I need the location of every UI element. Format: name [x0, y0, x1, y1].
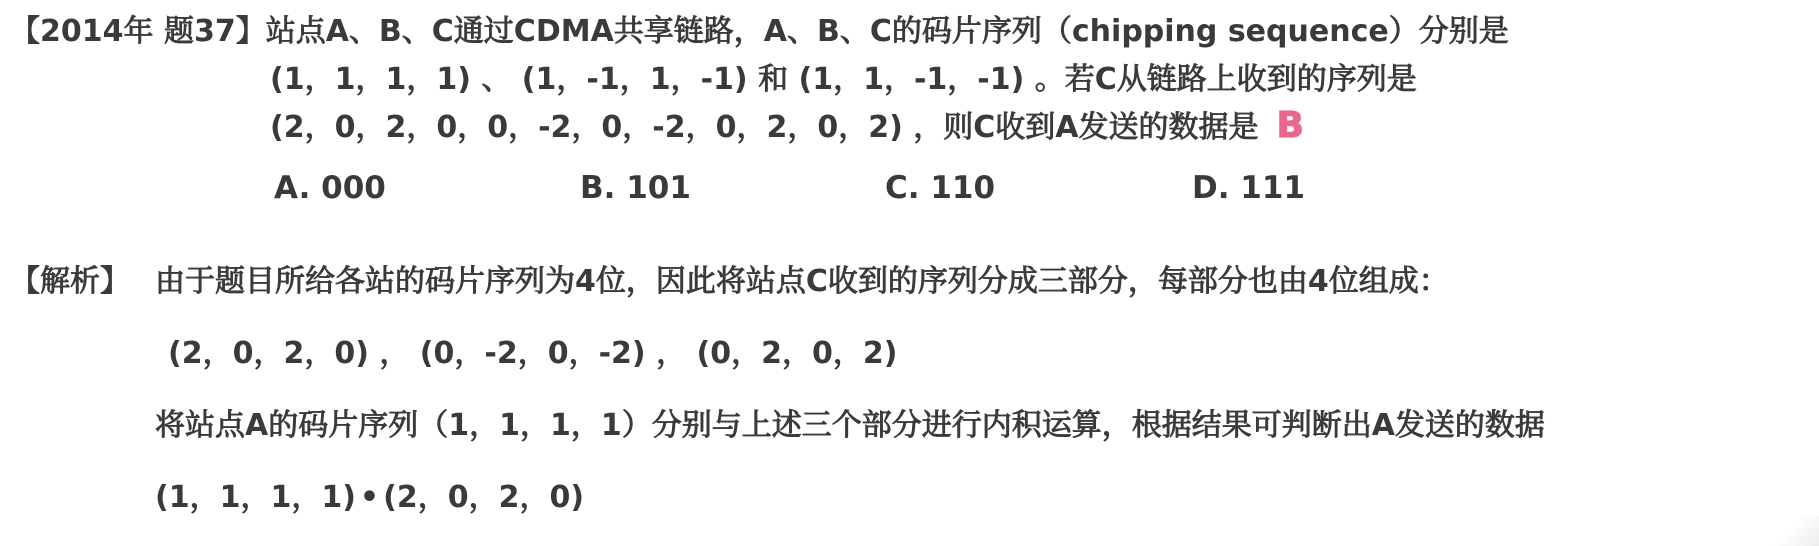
dot-operator: • — [359, 480, 380, 515]
answer-mark: B — [1276, 105, 1304, 146]
option-b: B. 101 — [580, 170, 691, 206]
inner-product-right: (2，0，2，0) — [383, 480, 585, 515]
question-line-3 — [270, 106, 1304, 148]
inner-product-left: (1，1，1，1) — [155, 480, 356, 515]
question-tag: 【2014年 题37】 — [10, 14, 266, 49]
corner-decoration — [1767, 516, 1819, 546]
question-text-1: 站点A、B、C通过CDMA共享链路，A、B、C的码片序列（chipping sequence）分别是 — [265, 14, 1509, 49]
explanation-line-1: 由于题目所给各站的码片序列为4位，因此将站点C收到的序列分成三部分，每部分也由4位组成： — [155, 264, 1449, 299]
option-d: D. 111 — [1192, 170, 1306, 206]
option-a: A. 000 — [274, 170, 386, 206]
question-line-2: (1，1，1，1) 、 (1，-1，1，-1) 和 (1，1，-1，-1) 。若C从链路上收到的序列是 — [270, 62, 1417, 97]
explanation-line-3: 将站点A的码片序列（1，1，1，1）分别与上述三个部分进行内积运算，根据结果可判断出A发送的数据 — [155, 408, 1545, 443]
question-line-1 — [10, 12, 1509, 52]
explanation-line-2: (2，0，2，0) ， (0，-2，0，-2) ， (0，2，0，2) — [168, 336, 898, 371]
explanation-line-4 — [155, 478, 584, 518]
explanation-tag: 【解析】 — [10, 264, 130, 299]
question-text-3: (2，0，2，0，0，-2，0，-2，0，2，0，2) ，则C收到A发送的数据是 — [270, 110, 1259, 145]
option-c: C. 110 — [885, 170, 996, 206]
